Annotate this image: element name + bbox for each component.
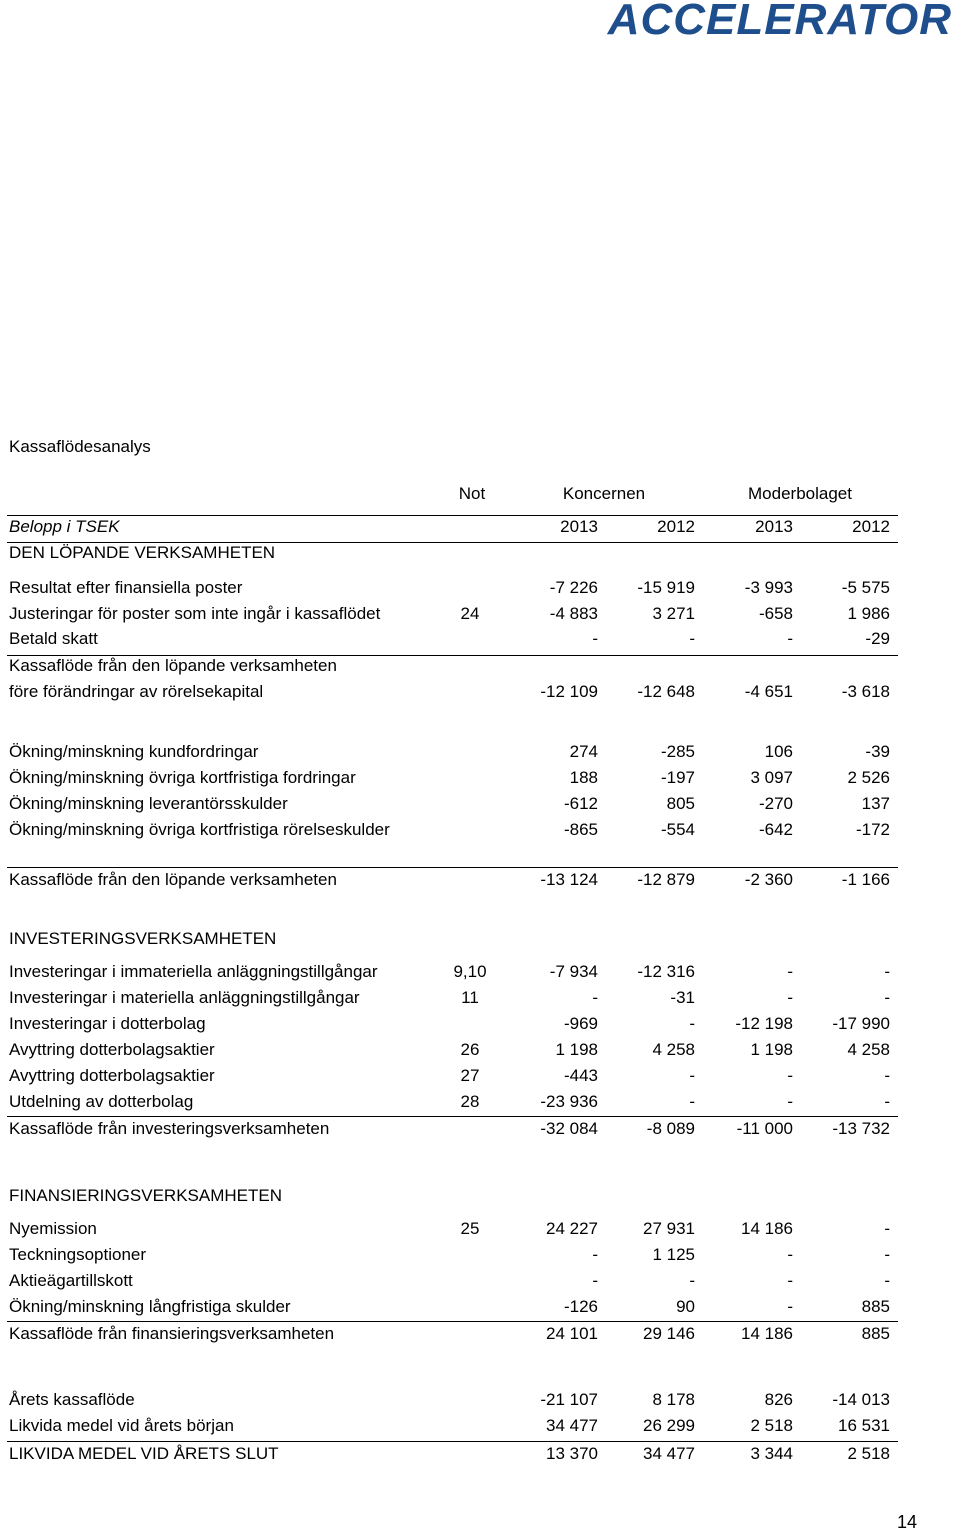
row-label: Ökning/minskning leverantörsskulder (9, 794, 288, 813)
value-koncern-2012: - (689, 1271, 695, 1290)
value-moder-2012: -1 166 (841, 870, 890, 889)
value-moder-2012: - (884, 1092, 890, 1111)
value-koncern-2013: 1 198 (555, 1040, 598, 1059)
value-koncern-2013: 24 227 (546, 1219, 598, 1238)
value-moder-2013: - (787, 1271, 793, 1290)
row-label: Kassaflöde från investeringsverksamheten (9, 1119, 330, 1138)
value-moder-2013: - (787, 1066, 793, 1085)
value-moder-2012: 137 (861, 794, 890, 813)
value-moder-2012: -14 013 (832, 1390, 890, 1409)
row-label: Resultat efter finansiella poster (9, 578, 243, 597)
value-moder-2012: -17 990 (832, 1014, 890, 1033)
row-label: Betald skatt (9, 629, 98, 648)
value-koncern-2012: - (689, 1014, 695, 1033)
value-koncern-2013: -4 883 (549, 604, 598, 623)
rule-operating-total (7, 867, 898, 868)
value-moder-2013: 2 518 (750, 1416, 793, 1435)
row-label: Ökning/minskning kundfordringar (9, 742, 259, 761)
row-label: Kassaflöde från den löpande verksamheten (9, 870, 337, 889)
value-koncern-2012: - (689, 1066, 695, 1085)
header-rule (7, 515, 898, 516)
value-moder-2013: - (787, 962, 793, 981)
rule-financing-total (7, 1321, 898, 1322)
row-label: Avyttring dotterbolagsaktier (9, 1066, 215, 1085)
row-label: Investeringar i immateriella anläggningstillgångar (9, 962, 378, 981)
value-moder-2013: - (787, 1245, 793, 1264)
value-koncern-2012: -12 316 (637, 962, 695, 981)
row-label: Likvida medel vid årets början (9, 1416, 234, 1435)
value-moder-2012: - (884, 1245, 890, 1264)
value-koncern-2013: -7 934 (549, 962, 598, 981)
value-moder-2013: -642 (758, 820, 793, 839)
value-koncern-2012: -31 (670, 988, 695, 1007)
row-label: Kassaflöde från den löpande verksamheten (9, 656, 337, 675)
year-koncern-2013: 2013 (560, 517, 598, 536)
row-label: Ökning/minskning övriga kortfristiga fordringar (9, 768, 356, 787)
row-label: Ökning/minskning övriga kortfristiga rörelseskulder (9, 820, 390, 839)
value-koncern-2013: -969 (563, 1014, 598, 1033)
year-moder-2012: 2012 (852, 517, 890, 536)
row-label: Teckningsoptioner (9, 1245, 147, 1264)
value-koncern-2012: 805 (666, 794, 695, 813)
row-label: Investeringar i materiella anläggningstillgångar (9, 988, 360, 1007)
value-koncern-2012: -15 919 (637, 578, 695, 597)
value-koncern-2012: 90 (676, 1297, 695, 1316)
value-moder-2013: -3 993 (744, 578, 793, 597)
row-label: Justeringar för poster som inte ingår i kassaflödet (9, 604, 381, 623)
value-moder-2012: - (884, 962, 890, 981)
value-moder-2013: - (787, 988, 793, 1007)
page-title: Kassaflödesanalys (9, 437, 151, 456)
value-koncern-2012: 29 146 (643, 1324, 695, 1343)
value-koncern-2013: -865 (563, 820, 598, 839)
value-moder-2012: 1 986 (847, 604, 890, 623)
header-not: Not (458, 484, 486, 503)
header-moderbolaget: Moderbolaget (748, 484, 852, 503)
value-moder-2012: -13 732 (832, 1119, 890, 1138)
rule-operating-subtotal (7, 655, 898, 656)
value-moder-2013: 1 198 (750, 1040, 793, 1059)
value-moder-2012: -172 (855, 820, 890, 839)
value-moder-2013: 106 (764, 742, 793, 761)
value-koncern-2012: -12 879 (637, 870, 695, 889)
row-label: Utdelning av dotterbolag (9, 1092, 194, 1111)
value-koncern-2012: 27 931 (643, 1219, 695, 1238)
header-koncernen: Koncernen (562, 484, 646, 503)
value-moder-2012: 885 (861, 1324, 890, 1343)
row-label: Avyttring dotterbolagsaktier (9, 1040, 215, 1059)
row-label: före förändringar av rörelsekapital (9, 682, 264, 701)
value-koncern-2013: -32 084 (540, 1119, 598, 1138)
value-koncern-2013: -612 (563, 794, 598, 813)
value-koncern-2012: 3 271 (652, 604, 695, 623)
value-koncern-2013: - (592, 988, 598, 1007)
value-koncern-2012: -554 (660, 820, 695, 839)
value-koncern-2012: - (689, 629, 695, 648)
value-koncern-2013: -12 109 (540, 682, 598, 701)
rule-investing-total (7, 1116, 898, 1117)
value-moder-2012: 4 258 (847, 1040, 890, 1059)
value-moder-2013: - (787, 1092, 793, 1111)
value-koncern-2013: -13 124 (540, 870, 598, 889)
row-label: LIKVIDA MEDEL VID ÅRETS SLUT (9, 1444, 279, 1463)
value-moder-2013: -11 000 (736, 1119, 793, 1138)
year-moder-2013: 2013 (755, 517, 793, 536)
value-moder-2012: -5 575 (841, 578, 890, 597)
value-moder-2013: -270 (758, 794, 793, 813)
row-note: 9,10 (453, 962, 487, 981)
value-koncern-2013: 24 101 (546, 1324, 598, 1343)
value-koncern-2013: 188 (569, 768, 598, 787)
belopp-label: Belopp i TSEK (9, 517, 120, 536)
value-moder-2013: 14 186 (741, 1324, 793, 1343)
value-moder-2012: - (884, 1271, 890, 1290)
value-koncern-2012: 4 258 (652, 1040, 695, 1059)
row-note: 27 (460, 1066, 480, 1085)
value-koncern-2013: 274 (569, 742, 598, 761)
value-koncern-2012: 1 125 (652, 1245, 695, 1264)
value-moder-2012: - (884, 988, 890, 1007)
value-moder-2013: -2 360 (744, 870, 793, 889)
value-koncern-2012: -285 (660, 742, 695, 761)
row-label: Nyemission (9, 1219, 97, 1238)
value-koncern-2013: -23 936 (540, 1092, 598, 1111)
value-moder-2012: - (884, 1219, 890, 1238)
value-moder-2012: - (884, 1066, 890, 1085)
value-koncern-2013: - (592, 1271, 598, 1290)
row-label: Ökning/minskning långfristiga skulder (9, 1297, 291, 1316)
value-koncern-2013: 34 477 (546, 1416, 598, 1435)
value-koncern-2012: 8 178 (652, 1390, 695, 1409)
rule-closing-total (7, 1441, 898, 1442)
row-label: DEN LÖPANDE VERKSAMHETEN (9, 543, 276, 562)
row-note: 11 (461, 988, 479, 1007)
value-koncern-2013: - (592, 1245, 598, 1264)
value-moder-2012: 2 518 (847, 1444, 890, 1463)
value-moder-2013: - (787, 1297, 793, 1316)
value-moder-2013: 3 097 (750, 768, 793, 787)
value-koncern-2012: 34 477 (643, 1444, 695, 1463)
row-label: FINANSIERINGSVERKSAMHETEN (9, 1186, 282, 1205)
row-note: 26 (460, 1040, 480, 1059)
value-koncern-2012: -8 089 (646, 1119, 695, 1138)
value-koncern-2013: -443 (563, 1066, 598, 1085)
accelerator-logo: ACCELERATOR (607, 0, 952, 44)
value-koncern-2013: -21 107 (540, 1390, 598, 1409)
value-koncern-2013: -7 226 (549, 578, 598, 597)
row-label: INVESTERINGSVERKSAMHETEN (9, 929, 277, 948)
value-moder-2012: -29 (865, 629, 890, 648)
value-moder-2012: 16 531 (838, 1416, 890, 1435)
value-koncern-2012: 26 299 (643, 1416, 695, 1435)
value-koncern-2012: - (689, 1092, 695, 1111)
value-moder-2013: 826 (764, 1390, 793, 1409)
row-note: 28 (460, 1092, 480, 1111)
value-moder-2012: -3 618 (841, 682, 890, 701)
row-note: 25 (460, 1219, 480, 1238)
row-label: Aktieägartillskott (9, 1271, 133, 1290)
row-note: 24 (460, 604, 480, 623)
value-koncern-2012: -12 648 (637, 682, 695, 701)
row-label: Årets kassaflöde (9, 1390, 135, 1409)
value-koncern-2013: - (592, 629, 598, 648)
year-koncern-2012: 2012 (657, 517, 695, 536)
value-koncern-2013: -126 (563, 1297, 598, 1316)
value-moder-2013: - (787, 629, 793, 648)
value-moder-2013: 14 186 (741, 1219, 793, 1238)
value-moder-2013: -4 651 (744, 682, 793, 701)
row-label: Kassaflöde från finansieringsverksamheten (9, 1324, 335, 1343)
value-moder-2013: 3 344 (750, 1444, 793, 1463)
page-number: 14 (896, 1512, 917, 1532)
value-moder-2012: -39 (865, 742, 890, 761)
value-moder-2013: -658 (758, 604, 793, 623)
value-moder-2012: 2 526 (847, 768, 890, 787)
value-koncern-2013: 13 370 (546, 1444, 598, 1463)
value-koncern-2012: -197 (660, 768, 695, 787)
row-label: Investeringar i dotterbolag (9, 1014, 206, 1033)
value-moder-2013: -12 198 (735, 1014, 793, 1033)
value-moder-2012: 885 (861, 1297, 890, 1316)
